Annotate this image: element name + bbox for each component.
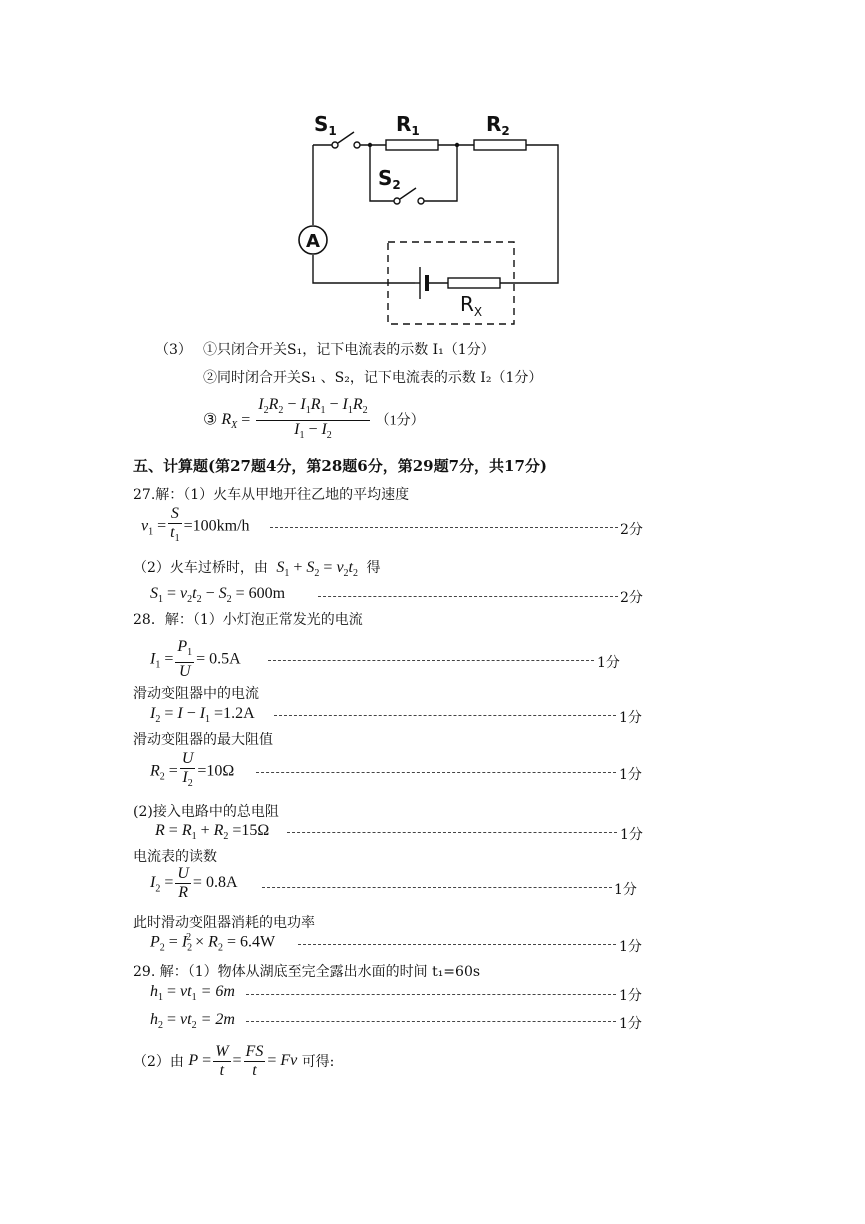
q29-eq2-score: 1分 xyxy=(619,1016,642,1032)
q27-eq1-score: 2分 xyxy=(620,522,643,538)
q28-eq3: $R_2$ = $\frac{U}{I_2}$ =10Ω xyxy=(150,750,235,790)
q28-title: 28．解：（1）小灯泡正常发光的电流 xyxy=(133,612,363,628)
junction-dot xyxy=(368,143,372,147)
part3-step2: ②同时闭合开关S₁ 、S₂，记下电流表的示数 I₂（1分） xyxy=(203,370,543,386)
part3-label: （3） xyxy=(155,342,192,358)
q29-part2: （2）由 P = $\frac{W}{t}$ = $\frac{FS}{t}$ = Fv 可得: xyxy=(133,1043,335,1079)
q28-eq2-score: 1分 xyxy=(619,710,642,726)
q27-part2: （2）火车过桥时，由 $S_1 + S_2 = v_2t_2$ 得 xyxy=(133,559,381,580)
leader-line xyxy=(246,1021,616,1022)
q28-eq6: $P_2 = I_2^2 \times R_2 = 6.4W$ xyxy=(150,932,276,954)
part3-step1: ①只闭合开关S₁，记下电流表的示数 I₁（1分） xyxy=(203,342,495,358)
q28-eq2: $I_2 = I - I_1 =1.2A$ xyxy=(150,705,255,726)
q28-eq1: $I_1$ = $\frac{P_1}{U}$ = 0.5A xyxy=(150,638,241,681)
q29-eq1-score: 1分 xyxy=(619,988,642,1004)
q29-title: 29. 解：（1）物体从湖底至完全露出水面的时间 t₁=60s xyxy=(133,964,481,980)
q28-eq4: $R = R_1 + R_2 =15\Omega$ xyxy=(155,822,270,843)
part3-step3: ③ $R_X$ = $\frac{I_2R_2 - I_1R_1 - I_1R_2}{I_1 - I_2}$ （1分） xyxy=(203,396,425,442)
section-heading: 五、计算题(第27题4分，第28题6分，第29题7分，共17分) xyxy=(133,457,548,475)
circuit-diagram xyxy=(290,105,580,335)
leader-line xyxy=(274,715,616,716)
leader-line xyxy=(270,527,618,528)
step3-score: （1分） xyxy=(375,413,425,429)
r2-label: $R_2$ xyxy=(486,112,510,138)
leader-line xyxy=(256,772,616,773)
q28-eq4-score: 1分 xyxy=(620,827,643,843)
q29-eq2: $h_2 = vt_2 = 2m$ xyxy=(150,1011,235,1032)
q28-eq1-score: 1分 xyxy=(597,655,620,671)
q28-eq5: $I_2$ = $\frac{U}{R}$ = 0.8A xyxy=(150,865,238,901)
q28-eq5-score: 1分 xyxy=(614,882,637,898)
q29-eq1: $h_1 = vt_1 = 6m$ xyxy=(150,983,235,1004)
s2-label: $S_2$ xyxy=(378,166,401,192)
q27-eq2-score: 2分 xyxy=(620,590,643,606)
leader-line xyxy=(268,660,594,661)
rx-label: $R_X$ xyxy=(460,292,483,319)
q28-line3: 滑动变阻器的最大阻值 xyxy=(133,732,273,748)
ammeter-label: A xyxy=(306,231,320,252)
leader-line xyxy=(287,832,617,833)
leader-line xyxy=(246,994,616,995)
q27-eq2: $S_1 = v_2t_2 - S_2 = 600m$ xyxy=(150,585,286,606)
q28-line6: 此时滑动变阻器消耗的电功率 xyxy=(133,915,315,931)
s1-label: $S_1$ xyxy=(314,112,337,138)
q27-title: 27.解：（1）火车从甲地开往乙地的平均速度 xyxy=(133,487,410,503)
q28-line5: 电流表的读数 xyxy=(133,849,217,865)
r1-label: $R_1$ xyxy=(396,112,420,138)
leader-line xyxy=(262,887,612,888)
junction-dot xyxy=(455,143,459,147)
step3-prefix: ③ xyxy=(203,411,218,429)
q28-eq3-score: 1分 xyxy=(619,767,642,783)
leader-line xyxy=(318,596,618,597)
q28-line2: 滑动变阻器中的电流 xyxy=(133,686,259,702)
q28-eq6-score: 1分 xyxy=(619,939,642,955)
q28-line4: (2)接入电路中的总电阻 xyxy=(133,804,279,820)
leader-line xyxy=(298,944,616,945)
q27-eq1: $v_1$ = $\frac{S}{t_1}$ =100km/h xyxy=(141,505,250,545)
